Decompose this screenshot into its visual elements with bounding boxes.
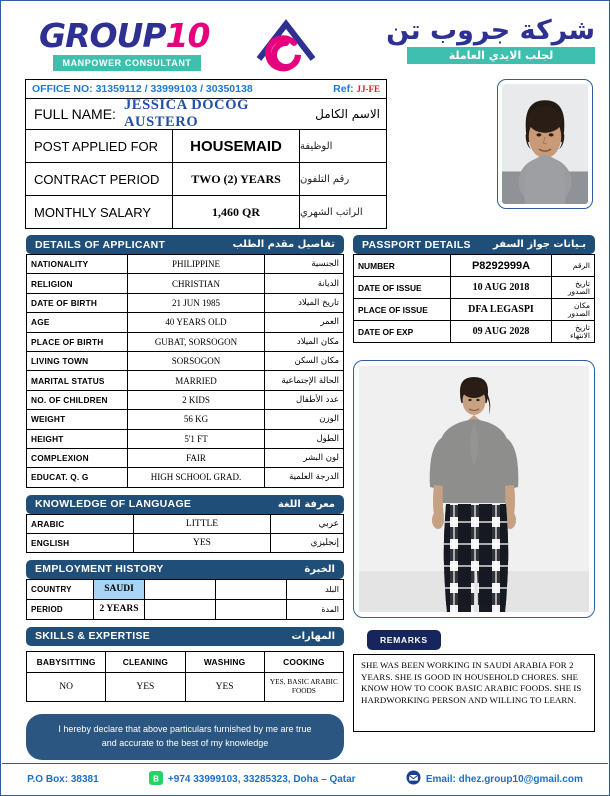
row-arabic: الوزن [265,410,344,429]
employment-row-label: PERIOD [27,599,94,619]
summary-row-arabic: الراتب الشهري [300,206,363,218]
row-value: 40 YEARS OLD [128,313,265,332]
language-title-ar: معرفة اللغة [277,498,335,510]
table-row [354,255,595,277]
summary-row [26,163,386,196]
passport-details-header [353,235,595,254]
row-value: LITTLE [134,514,271,533]
remarks-box [353,654,595,732]
svg-text:B: B [153,774,159,783]
row-value: 09 AUG 2028 [451,321,552,343]
table-row [354,321,595,343]
ref-label: Ref: [333,83,354,95]
row-arabic: الحالة الإجتماعية [265,371,344,390]
skills-title-en: SKILLS & EXPERTISE [35,630,151,643]
passport-photo-frame [497,79,593,209]
skills-column-header: CLEANING [106,651,185,672]
document-header [1,1,609,79]
table-row [27,410,344,429]
skills-value: YES [185,672,264,701]
left-column [26,235,344,760]
row-label: DATE OF ISSUE [354,277,451,299]
row-label: NO. OF CHILDREN [27,390,128,409]
table-row [27,533,344,552]
row-value: 56 KG [128,410,265,429]
employment-row-empty [145,579,216,599]
row-arabic: الطول [265,429,344,448]
row-arabic: عربي [271,514,344,533]
passport-title-ar: بـيانات جواز السفر [493,239,586,250]
table-row [354,299,595,321]
summary-row [26,130,386,163]
top-info-block [1,79,609,231]
house-drop-logo-icon [253,15,319,77]
row-label: PLACE OF ISSUE [354,299,451,321]
row-value: 5'1 FT [128,429,265,448]
employment-row [27,579,344,599]
full-name-row [26,99,386,130]
row-arabic: تاريخ الصدور [552,277,595,299]
logo-word-accent: 10 [165,16,210,55]
employment-history-header [26,560,344,579]
row-value: PHILIPPINE [128,255,265,274]
table-row [27,468,344,487]
table-row [27,255,344,274]
details-of-applicant-header [26,235,344,254]
po-box-text: P.O Box: 38381 [27,773,99,785]
summary-row-arabic: الوظيفة [300,140,333,152]
full-body-photo-frame [353,360,595,618]
declaration-banner [26,714,344,760]
row-value: SORSOGON [128,351,265,370]
passport-title-en: PASSPORT DETAILS [362,238,471,251]
summary-row-arabic: رقم التلفون [300,173,350,185]
skills-column-header: COOKING [264,651,343,672]
employment-row-empty [216,599,287,619]
employment-row-arabic: المدة [287,599,344,619]
employment-row-label: COUNTRY [27,579,94,599]
row-label: MARITAL STATUS [27,371,128,390]
summary-rows [26,130,386,228]
details-of-applicant-table [26,254,344,488]
office-number-label: OFFICE NO: 31359112 / 33999103 / 30350138 [32,83,253,95]
row-arabic: لون البشر [265,448,344,467]
row-value: YES [134,533,271,552]
row-arabic: العمر [265,313,344,332]
summary-row-value: HOUSEMAID [173,130,300,162]
employment-title-ar: الخبرة [304,563,335,575]
row-label: DATE OF BIRTH [27,293,128,312]
ref-value: JJ-FE [356,84,380,94]
skills-header-row [27,651,344,672]
logo-word-main: GROUP [39,16,166,55]
phone-item[interactable] [149,771,356,788]
po-box-item [27,774,99,785]
remarks-text: SHE WAS BEEN WORKING IN SAUDI ARABIA FOR 2 YEARS. SHE IS GOOD IN HOUSEHOLD CHORES. SHE KNOW HOW TO COOK BASIC ARABIC FOODS. SHE IS HARDWORKING PERSON AND WILLING TO LEARN. [361,660,582,706]
passport-details-table [353,254,595,343]
skills-expertise-table [26,651,344,702]
row-label: ARABIC [27,514,134,533]
row-label: PLACE OF BIRTH [27,332,128,351]
summary-row-value: TWO (2) YEARS [173,163,300,195]
table-row [27,274,344,293]
skills-title-ar: المهارات [291,630,335,642]
row-arabic: تاريخ الانتهاء [552,321,595,343]
row-value: 10 AUG 2018 [451,277,552,299]
row-value: CHRISTIAN [128,274,265,293]
summary-row-label: POST APPLIED FOR [26,130,173,162]
employment-row-value: 2 YEARS [94,599,145,619]
table-row [354,277,595,299]
skills-value: YES, BASIC ARABIC FOODS [264,672,343,701]
remarks-tab-label: REMARKS [367,630,441,650]
row-value: DFA LEGASPI [451,299,552,321]
employment-row-value: SAUDI [94,579,145,599]
table-row [27,351,344,370]
skills-expertise-header [26,627,344,646]
skills-value: NO [27,672,106,701]
full-name-label: FULL NAME: [34,106,116,122]
row-label: DATE OF EXP [354,321,451,343]
language-title-en: KNOWLEDGE OF LANGUAGE [35,498,192,511]
row-label: EDUCAT. Q. G [27,468,128,487]
row-arabic: مكان الصدور [552,299,595,321]
table-row [27,448,344,467]
row-arabic: مكان الميلاد [265,332,344,351]
row-arabic: عدد الأطفال [265,390,344,409]
document-footer [2,763,608,794]
full-name-value: JESSICA DOCOG AUSTERO [123,97,249,130]
employment-history-table [26,579,344,620]
summary-row-label: CONTRACT PERIOD [26,163,173,195]
details-title-ar: تفاصيل مقدم الطلب [232,239,335,250]
row-value: 21 JUN 1985 [128,293,265,312]
reference-code [333,83,380,95]
table-row [27,293,344,312]
details-title-en: DETAILS OF APPLICANT [35,238,166,251]
row-label: AGE [27,313,128,332]
phone-text: +974 33999103, 33285323, Doha – Qatar [167,773,356,785]
row-arabic: الديانة [265,274,344,293]
row-arabic: الجنسية [265,255,344,274]
passport-photo [502,84,588,204]
summary-row-label: MONTHLY SALARY [26,196,173,228]
logo-wordmark [39,16,239,55]
row-label: ENGLISH [27,533,134,552]
knowledge-of-language-table [26,514,344,553]
declaration-line-2: and accurate to the best of my knowledge [101,737,269,748]
email-icon [406,770,421,788]
applicant-summary-table [25,79,387,229]
table-row [27,332,344,351]
whatsapp-icon [149,771,163,788]
row-label: HEIGHT [27,429,128,448]
row-label: NATIONALITY [27,255,128,274]
summary-row [26,196,386,228]
email-item[interactable] [406,770,583,788]
row-arabic: مكان السكن [265,351,344,370]
skills-value-row [27,672,344,701]
logo-tagline: MANPOWER CONSULTANT [53,55,201,71]
employment-row-arabic: البلد [287,579,344,599]
row-label: NUMBER [354,255,451,277]
employment-row [27,599,344,619]
declaration-line-1: I hereby declare that above particulars furnished by me are true [58,723,312,734]
skills-value: YES [106,672,185,701]
employment-title-en: EMPLOYMENT HISTORY [35,563,164,576]
skills-column-header: WASHING [185,651,264,672]
employment-row-empty [216,579,287,599]
row-value: P8292999A [451,255,552,277]
knowledge-of-language-header [26,495,344,514]
row-value: HIGH SCHOOL GRAD. [128,468,265,487]
remarks-tab-wrap [353,630,595,650]
full-name-arabic: الاسم الكامل [315,107,380,121]
row-value: MARRIED [128,371,265,390]
row-value: FAIR [128,448,265,467]
company-logo-right-arabic [345,17,595,64]
table-row [27,371,344,390]
table-row [27,313,344,332]
row-label: RELIGION [27,274,128,293]
row-arabic: الرقم [552,255,595,277]
full-body-photo [359,366,589,612]
row-value: GUBAT, SORSOGON [128,332,265,351]
row-label: WEIGHT [27,410,128,429]
table-row [27,429,344,448]
skills-column-header: BABYSITTING [27,651,106,672]
row-value: 2 KIDS [128,390,265,409]
table-row [27,514,344,533]
row-arabic: إنجليزي [271,533,344,552]
row-label: LIVING TOWN [27,351,128,370]
table-row [27,390,344,409]
row-label: COMPLEXION [27,448,128,467]
employment-row-empty [145,599,216,619]
email-text: Email: dhez.group10@gmail.com [425,773,583,785]
arabic-tagline: لجلب الايدي العاملة [407,47,595,64]
row-arabic: الدرجة العلمية [265,468,344,487]
company-logo-left [39,16,239,71]
arabic-company-name: شركة جروب تن [386,15,595,46]
right-column [353,235,595,732]
summary-row-value: 1,460 QR [173,196,300,228]
row-arabic: تاريخ الميلاد [265,293,344,312]
